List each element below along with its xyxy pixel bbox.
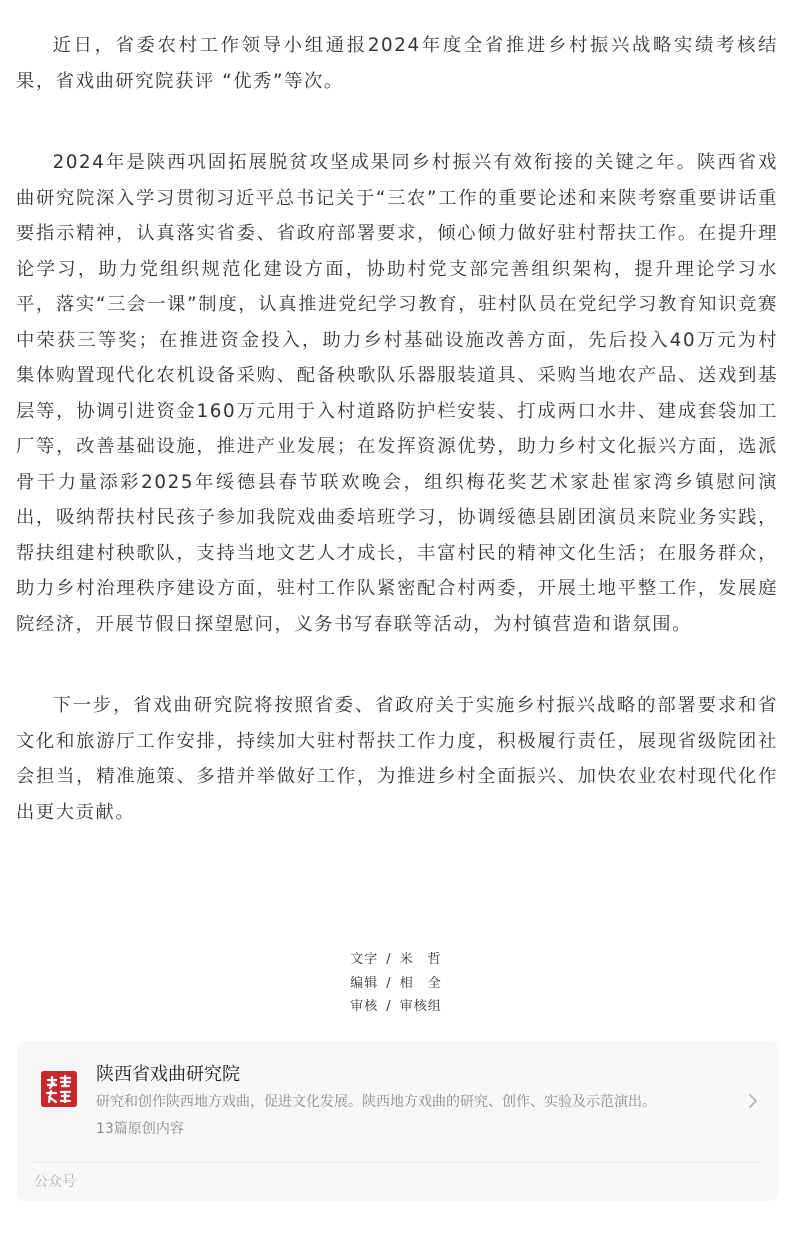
account-name: 陕西省戏曲研究院	[96, 1064, 240, 1085]
credit-editor	[0, 972, 792, 996]
article-credits	[0, 948, 792, 1019]
article-paragraph-2: 2024年是陕西巩固拓展脱贫攻坚成果同乡村振兴有效衔接的关键之年。陕西省戏曲研究院深入学习贯彻习近平总书记关于“三农”工作的重要论述和来陕考察重要讲话重要指示精神，认真落实省委、省政府部署要求，倾心倾力做好驻村帮扶工作。在提升理论学习，助力党组织规范化建设方面，协助村党支部完善组织架构，提升理论学习水平，落实“三会一课”制度，认真推进党纪学习教育，驻村队员在党纪学习教育知识竞赛中荣获三等奖；在推进资金投入，助力乡村基础设施改善方面，先后投入40万元为村集体购置现代化农机设备采购、配备秧歌队乐器服装道具、采购当地农产品、送戏到基层等，协调引进资金160万元用于入村道路防护栏安装、打成两口水井、建成套袋加工厂等，改善基础设施，推进产业发展；在发挥资源优势，助力乡村文化振兴方面，选派骨干力量添彩2025年绥德县春节联欢晚会，组织梅花奖艺术家赴崔家湾乡镇慰问演出，吸纳帮扶村民孩子参加我院戏曲委培班学习，协调绥德县剧团演员来院业务实践，帮扶组建村秧歌队，支持当地文艺人才成长，丰富村民的精神文化生活；在服务群众，助力乡村治理秩序建设方面，驻村工作队紧密配合村两委，开展土地平整工作，发展庭院经济，开展节假日探望慰问，义务书写春联等活动，为村镇营造和谐氛围。	[16, 152, 778, 635]
theatre-seal-logo-icon	[41, 1071, 77, 1107]
account-type-label: 公众号	[34, 1174, 76, 1190]
official-account-card[interactable]	[17, 1041, 778, 1201]
article-paragraph-3: 下一步，省戏曲研究院将按照省委、省政府关于实施乡村振兴战略的部署要求和省文化和旅游厅工作安排，持续加大驻村帮扶工作力度，积极履行责任，展现省级院团社会担当，精准施策、多措并举做好工作，为推进乡村全面振兴、加快农业农村现代化作出更大贡献。	[16, 695, 778, 823]
credit-text	[0, 948, 792, 972]
credit-review-label: 审核	[350, 999, 379, 1014]
credit-separator: /	[386, 952, 392, 967]
credit-text-label: 文字	[350, 952, 379, 967]
article-body	[16, 28, 778, 830]
account-description: 研究和创作陕西地方戏曲，促进文化发展。陕西地方戏曲的研究、创作、实验及示范演出。	[96, 1094, 656, 1110]
credit-text-name: 米 哲	[399, 952, 442, 967]
credit-separator: /	[386, 999, 392, 1014]
credit-editor-label: 编辑	[350, 975, 379, 991]
credit-review-name: 审核组	[399, 999, 442, 1014]
credit-editor-name: 相 全	[399, 975, 442, 991]
article-paragraph-1: 近日，省委农村工作领导小组通报2024年度全省推进乡村振兴战略实绩考核结果，省戏曲研究院获评 “优秀”等次。	[16, 35, 778, 92]
card-divider	[34, 1162, 761, 1163]
account-original-count: 13篇原创内容	[96, 1121, 184, 1137]
chevron-right-icon[interactable]	[745, 1093, 761, 1109]
credit-review	[0, 995, 792, 1019]
credit-separator: /	[386, 975, 392, 991]
